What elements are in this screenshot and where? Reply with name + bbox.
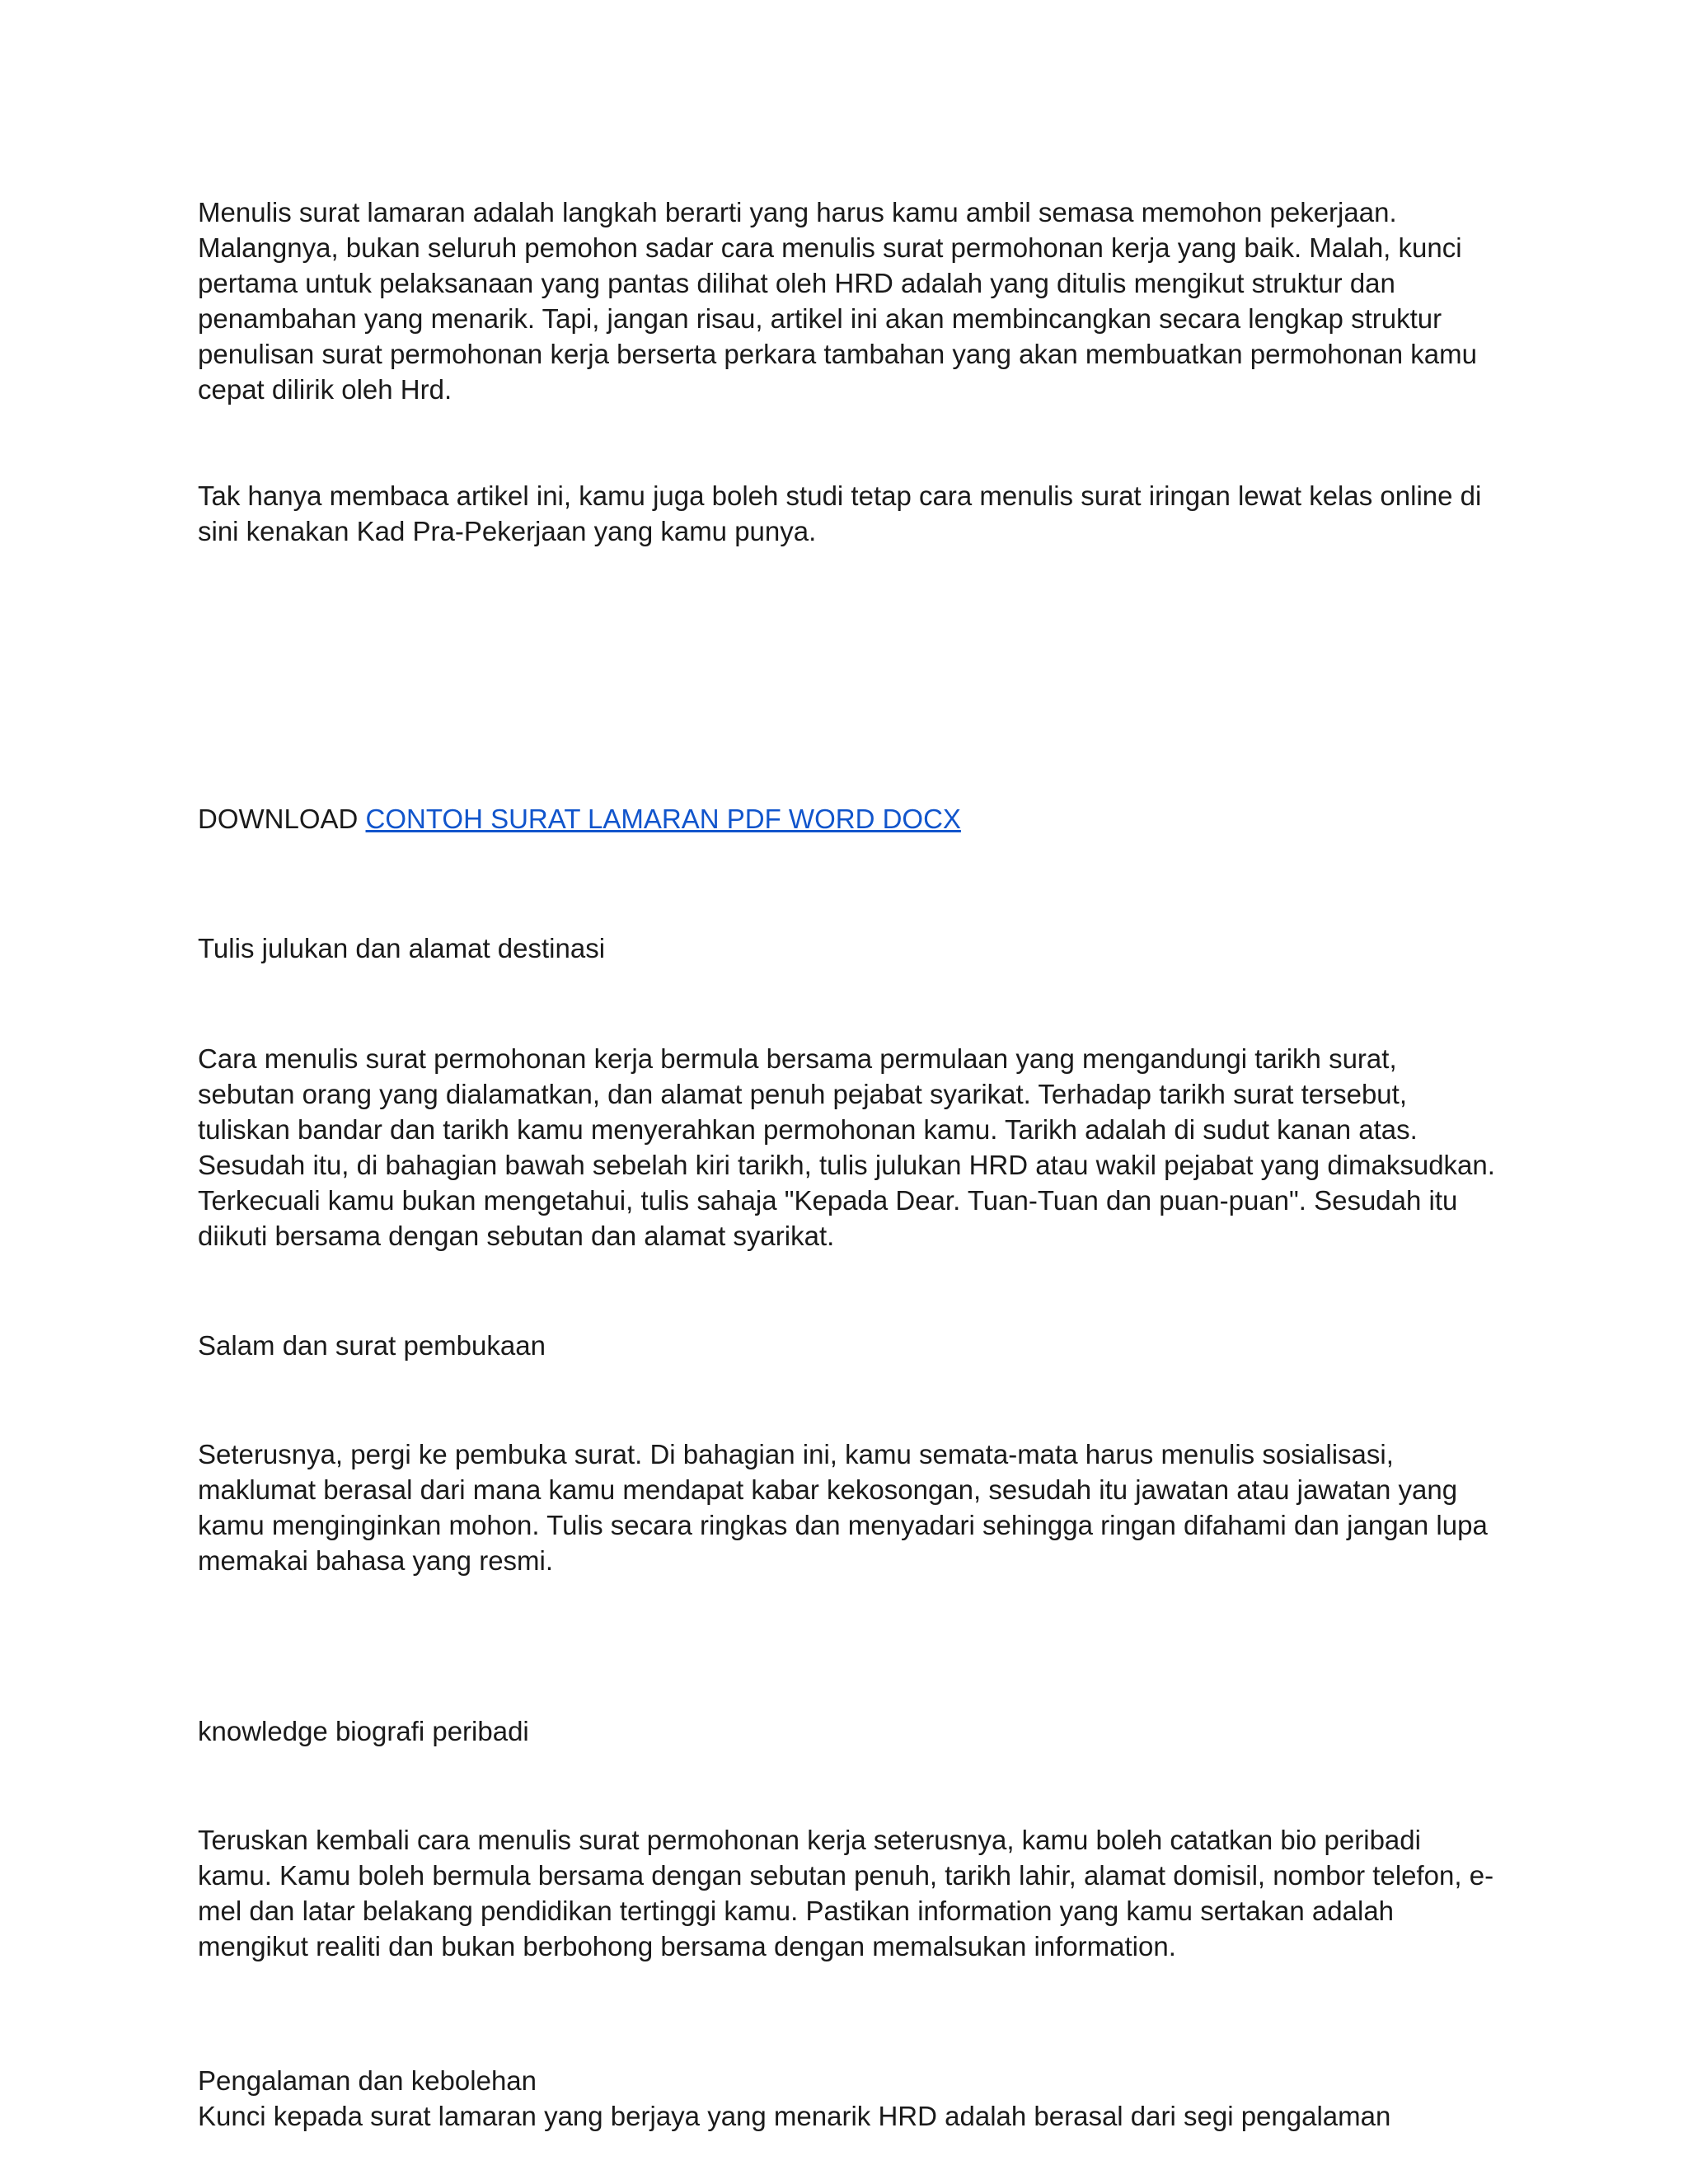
download-link[interactable]: CONTOH SURAT LAMARAN PDF WORD DOCX	[365, 804, 961, 834]
section-heading-1: Tulis julukan dan alamat destinasi	[198, 933, 606, 963]
download-prefix: DOWNLOAD	[198, 804, 366, 834]
section-heading-3: knowledge biografi peribadi	[198, 1716, 529, 1746]
intro-paragraph-1: Menulis surat lamaran adalah langkah berarti yang harus kamu ambil semasa memohon pekerjaan. Malangnya, bukan seluruh pemohon sadar cara menulis surat permohonan kerja yang baik. Malah, kunci pertama untuk pelaksanaan yang pantas dilihat oleh HRD adalah yang ditulis mengikut struktur dan penambahan yang menarik. Tapi, jangan risau, artikel ini akan membincangkan secara lengkap struktur penulisan surat permohonan kerja berserta perkara tambahan yang akan membuatkan permohonan kamu cepat dilirik oleh Hrd.	[198, 197, 1477, 405]
section-heading-2: Salam dan surat pembukaan	[198, 1330, 546, 1361]
section-heading-4: Pengalaman dan kebolehan	[198, 2065, 537, 2096]
intro-paragraph-2: Tak hanya membaca artikel ini, kamu juga boleh studi tetap cara menulis surat iringan lewat kelas online di sini kenakan Kad Pra-Pekerjaan yang kamu punya.	[198, 480, 1482, 546]
section-body-3: Teruskan kembali cara menulis surat permohonan kerja seterusnya, kamu boleh catatkan bio peribadi kamu. Kamu boleh bermula bersama dengan sebutan penuh, tarikh lahir, alamat domisil, nombor telefon, e-mel dan latar belakang pendidikan tertinggi kamu. Pastikan information yang kamu sertakan adalah mengikut realiti dan bukan berbohong bersama dengan memalsukan information.	[198, 1825, 1494, 1961]
section-body-4: Kunci kepada surat lamaran yang berjaya yang menarik HRD adalah berasal dari segi pengalaman	[198, 2101, 1391, 2131]
section-body-2: Seterusnya, pergi ke pembuka surat. Di bahagian ini, kamu semata-mata harus menulis sosialisasi, maklumat berasal dari mana kamu mendapat kabar kekosongan, sesudah itu jawatan atau jawatan yang kamu menginginkan mohon. Tulis secara ringkas dan menyadari sehingga ringan difahami dan jangan lupa memakai bahasa yang resmi.	[198, 1439, 1488, 1576]
section-body-1: Cara menulis surat permohonan kerja bermula bersama permulaan yang mengandungi tarikh surat, sebutan orang yang dialamatkan, dan alamat penuh pejabat syarikat. Terhadap tarikh surat tersebut, tuliskan bandar dan tarikh kamu menyerahkan permohonan kamu. Tarikh adalah di sudut kanan atas. Sesudah itu, di bahagian bawah sebelah kiri tarikh, tulis julukan HRD atau wakil pejabat yang dimaksudkan. Terkecuali kamu bukan mengetahui, tulis sahaja "Kepada Dear. Tuan-Tuan dan puan-puan". Sesudah itu diikuti bersama dengan sebutan dan alamat syarikat.	[198, 1043, 1495, 1251]
download-line	[198, 801, 1500, 837]
